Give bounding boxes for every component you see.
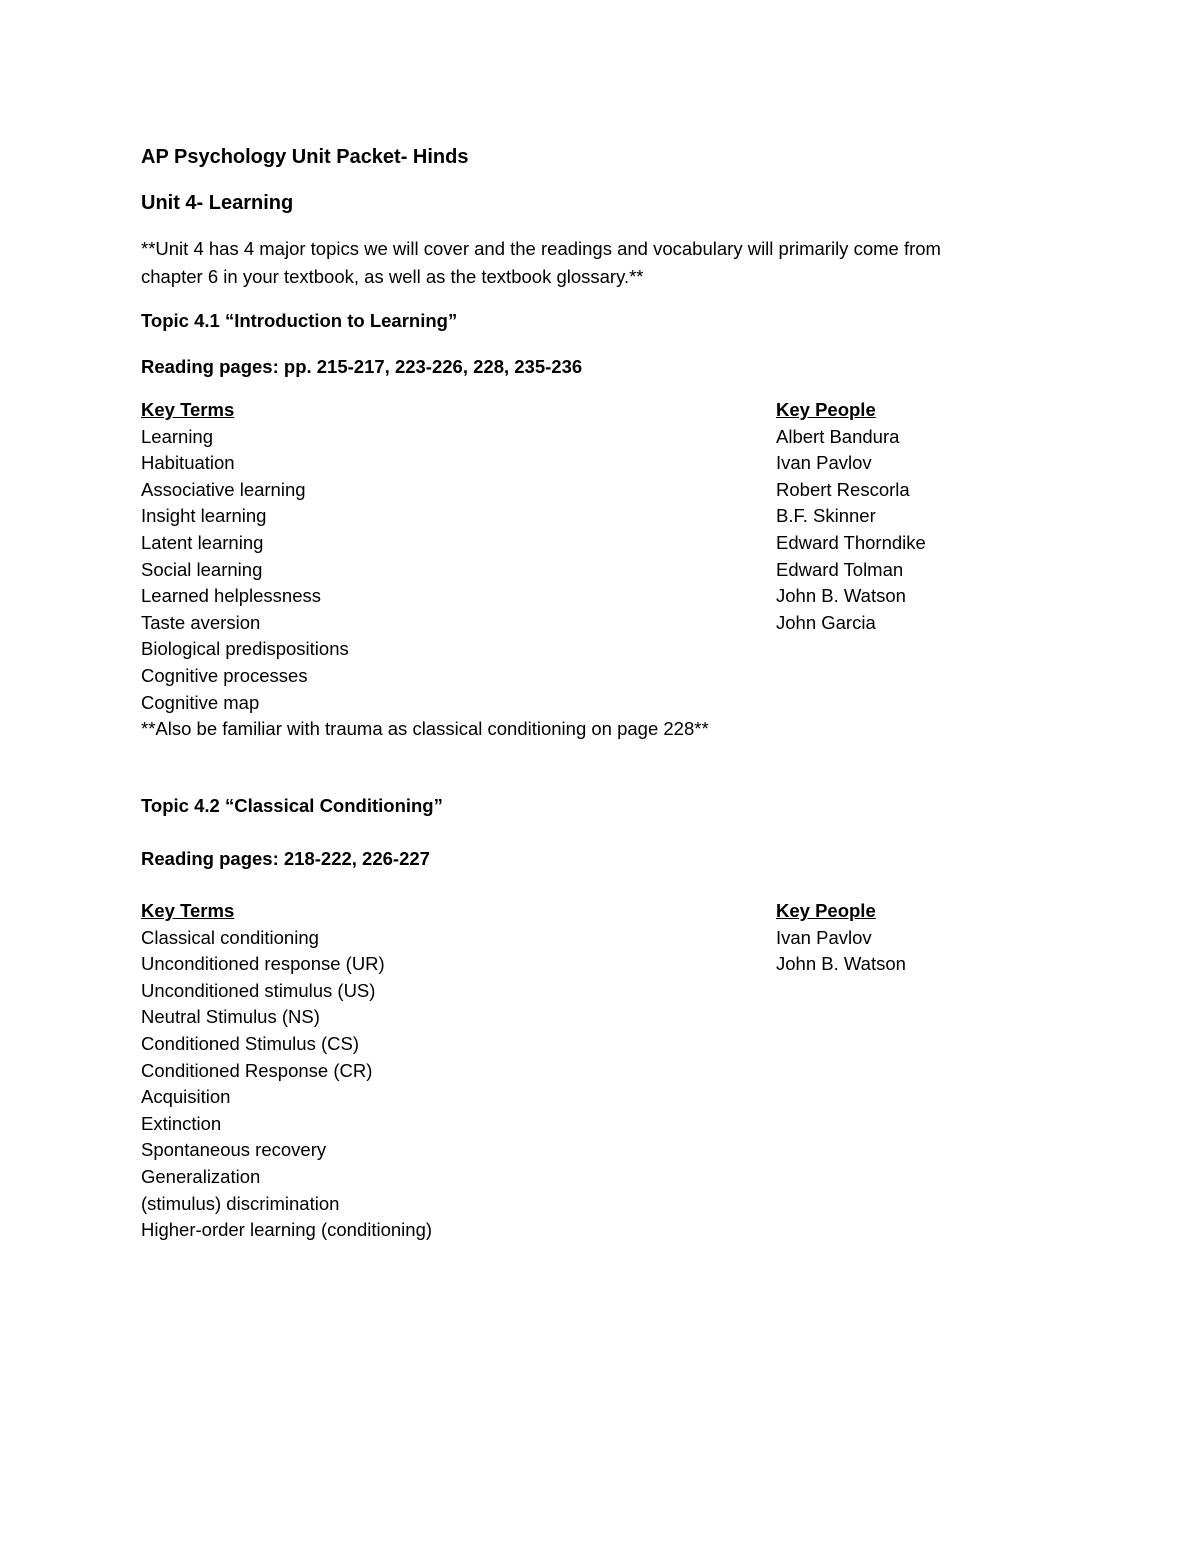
key-term: Acquisition <box>141 1086 231 1108</box>
key-term: Social learning <box>141 558 263 580</box>
key-person: Edward Tolman <box>776 558 904 580</box>
key-term: Spontaneous recovery <box>141 1139 327 1161</box>
topic-4-1-key-terms-list <box>141 397 709 743</box>
key-term: Unconditioned response (UR) <box>141 953 385 975</box>
key-term: Cognitive processes <box>141 664 308 686</box>
key-term: Insight learning <box>141 505 267 527</box>
key-term: Cognitive map <box>141 691 260 713</box>
topic-4-2-key-terms-list <box>141 898 432 1244</box>
key-term: Biological predispositions <box>141 638 349 660</box>
key-person: John B. Watson <box>776 953 906 975</box>
document-title: AP Psychology Unit Packet- Hinds <box>141 146 469 168</box>
key-term: Conditioned Stimulus (CS) <box>141 1032 359 1054</box>
key-person: Robert Rescorla <box>776 478 910 500</box>
key-person: Ivan Pavlov <box>776 926 872 948</box>
topic-4-1-reading-pages: Reading pages: pp. 215-217, 223-226, 228, 235-236 <box>141 356 583 377</box>
intro-line-2: chapter 6 in your textbook, as well as the textbook glossary.** <box>141 266 644 287</box>
key-term: Learning <box>141 425 214 447</box>
topic-4-1-title: Topic 4.1 “Introduction to Learning” <box>141 310 458 331</box>
key-term: Associative learning <box>141 478 306 500</box>
topic-4-2-title: Topic 4.2 “Classical Conditioning” <box>141 795 443 816</box>
key-people-header: Key People <box>776 900 876 921</box>
key-terms-header: Key Terms <box>141 399 235 420</box>
key-term: Classical conditioning <box>141 926 319 948</box>
key-term: Habituation <box>141 452 235 474</box>
trauma-note: **Also be familiar with trauma as classical conditioning on page 228** <box>141 718 709 740</box>
unit-heading: Unit 4- Learning <box>141 192 294 214</box>
key-terms-header: Key Terms <box>141 900 235 921</box>
key-term: Learned helplessness <box>141 585 321 607</box>
key-term: Conditioned Response (CR) <box>141 1059 373 1081</box>
topic-4-1-key-people-list <box>776 397 926 636</box>
topic-4-2-reading-pages: Reading pages: 218-222, 226-227 <box>141 848 430 869</box>
key-term: Extinction <box>141 1112 222 1134</box>
topic-4-2-key-people-list <box>776 898 906 978</box>
key-term: Neutral Stimulus (NS) <box>141 1006 320 1028</box>
key-people-header: Key People <box>776 399 876 420</box>
key-term: Taste aversion <box>141 611 261 633</box>
key-term: Latent learning <box>141 531 264 553</box>
intro-line-1: **Unit 4 has 4 major topics we will cover and the readings and vocabulary will primarily come from <box>141 238 941 259</box>
key-person: Edward Thorndike <box>776 531 926 553</box>
key-person: B.F. Skinner <box>776 505 876 527</box>
key-term: Higher-order learning (conditioning) <box>141 1219 433 1241</box>
key-person: Ivan Pavlov <box>776 452 872 474</box>
key-term: (stimulus) discrimination <box>141 1192 340 1214</box>
key-term: Generalization <box>141 1165 261 1187</box>
key-term: Unconditioned stimulus (US) <box>141 979 376 1001</box>
key-person: John B. Watson <box>776 585 906 607</box>
key-person: Albert Bandura <box>776 425 900 447</box>
key-person: John Garcia <box>776 611 876 633</box>
